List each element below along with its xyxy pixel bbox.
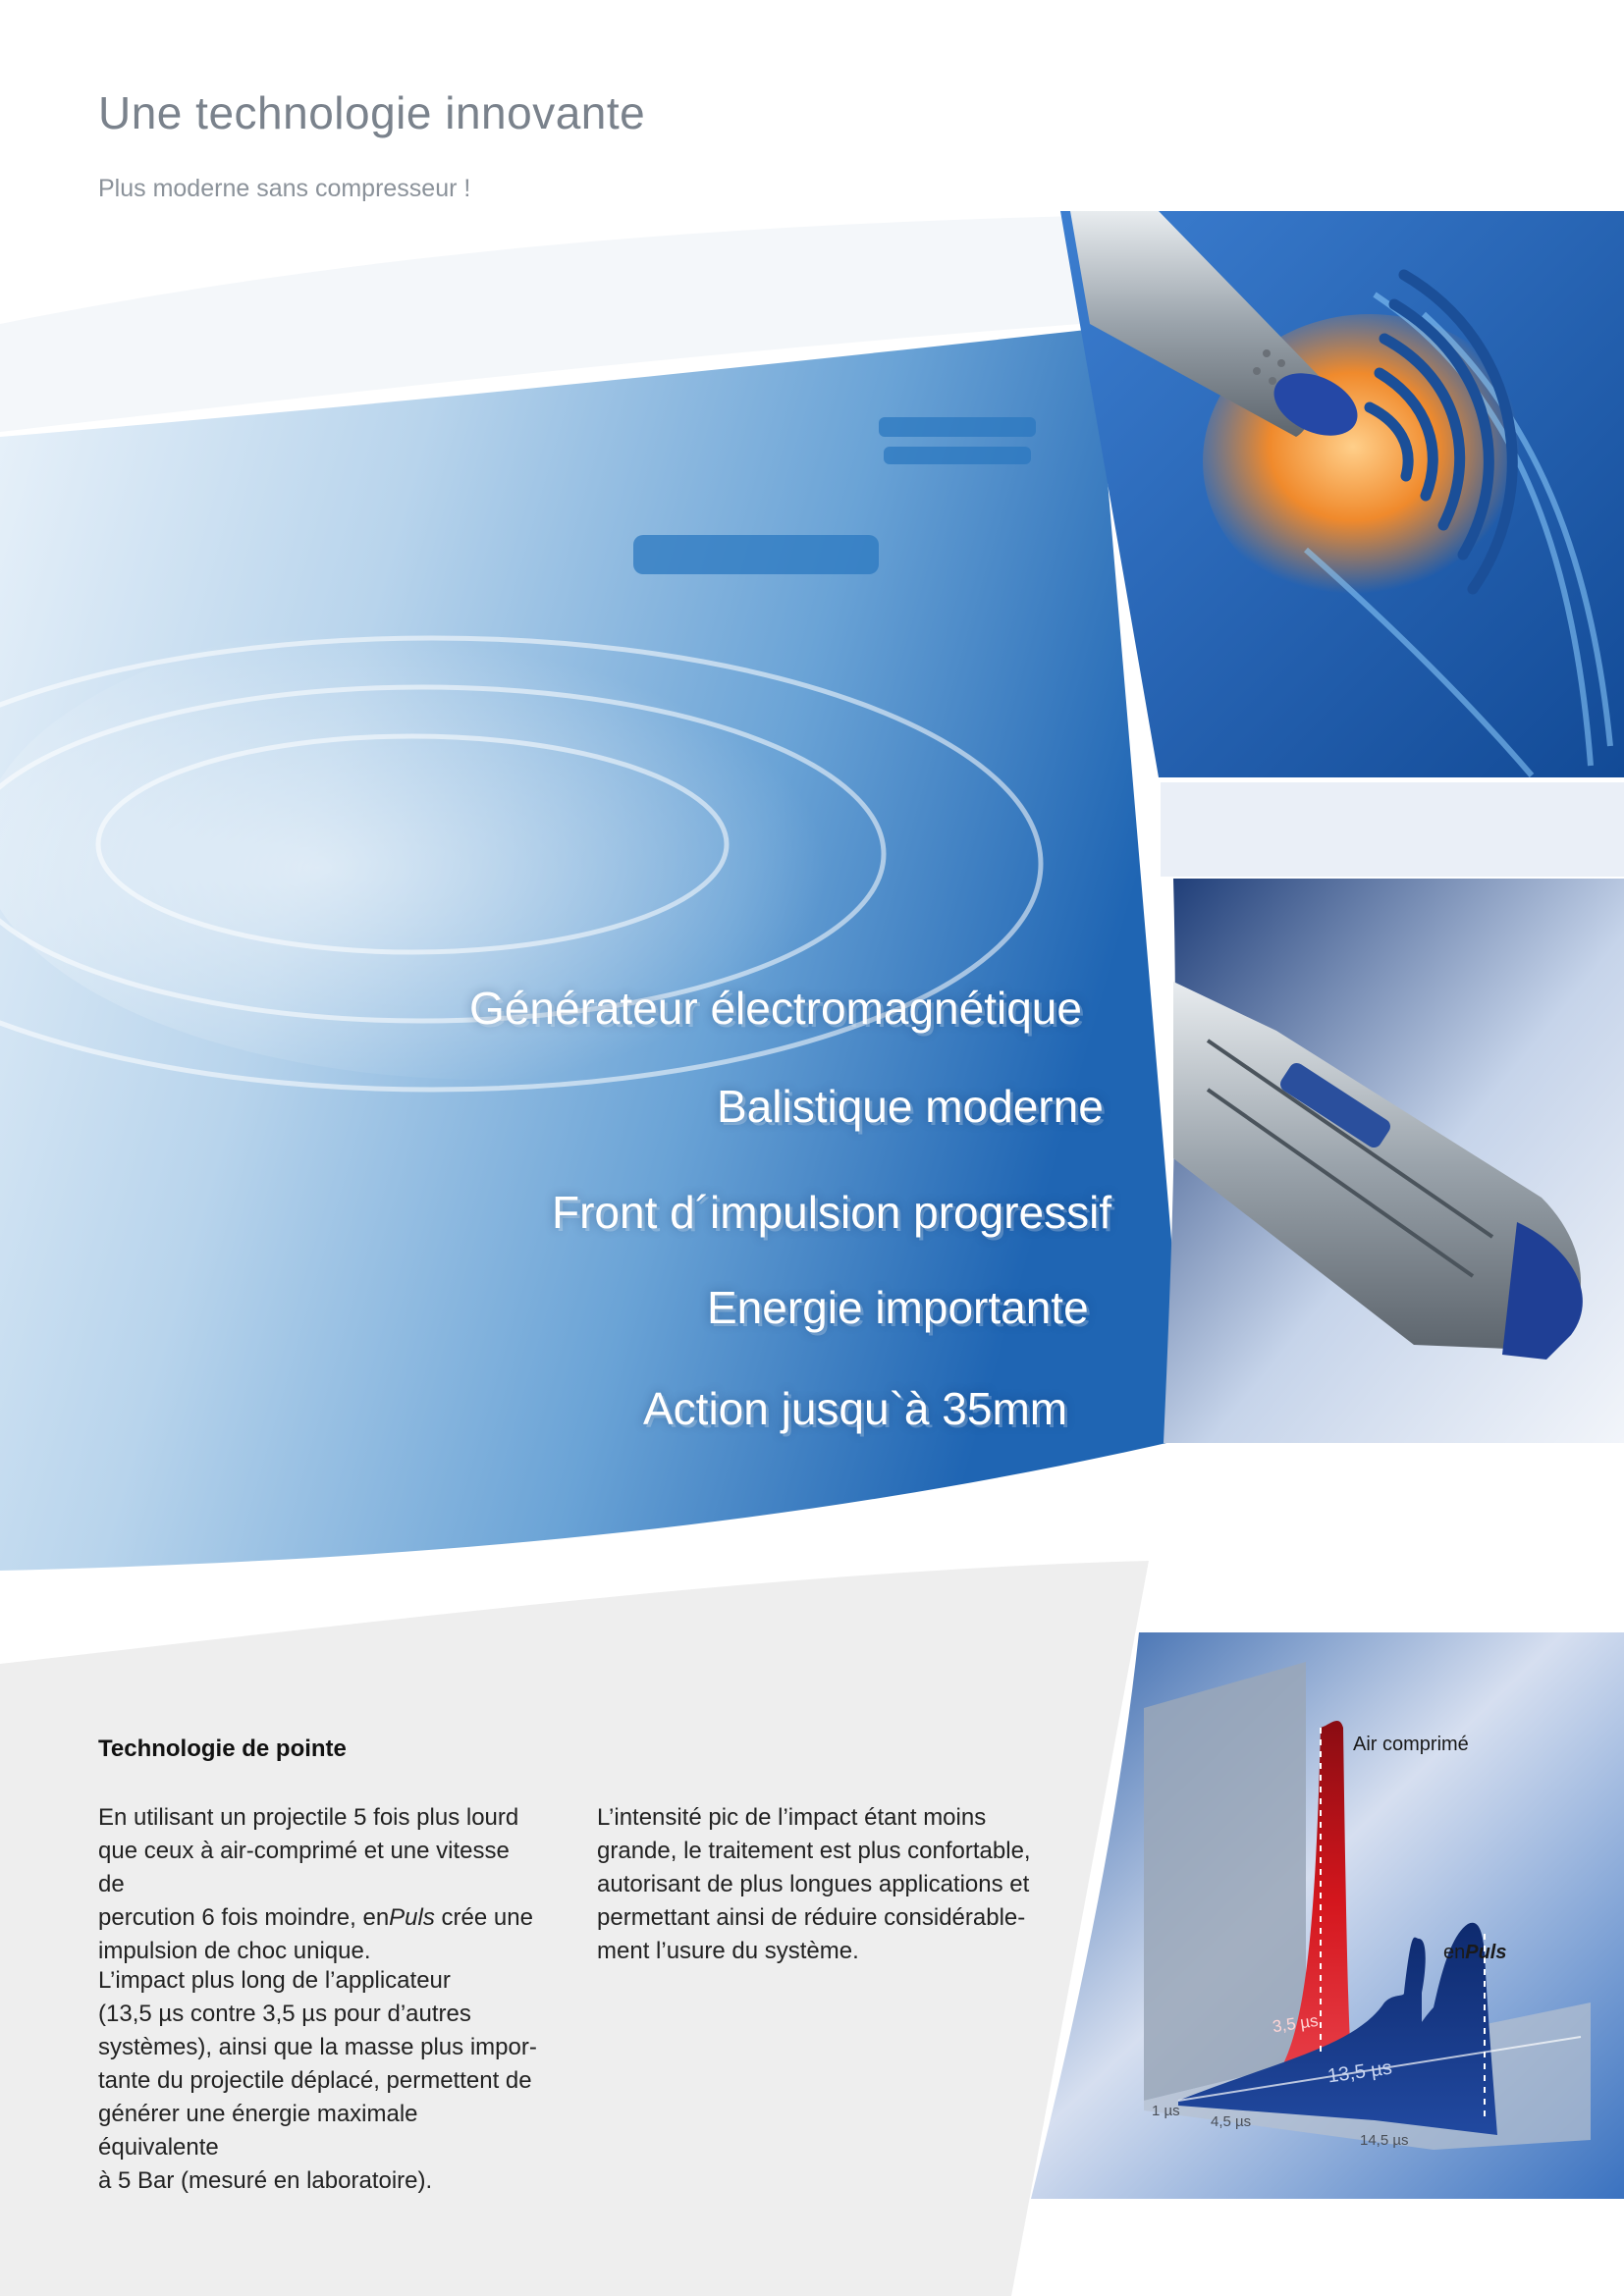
- feature-impulse-front: Front d´impulsion progressif: [552, 1187, 1112, 1238]
- legend-enpuls-prefix: en: [1443, 1942, 1466, 1963]
- air-duration-label: 3,5 µs: [1271, 2010, 1320, 2037]
- info-col1-para1-text-a: En utilisant un projectile 5 fois plus lourd que ceux à air-comprimé et une vitesse de percution 6 fois moindre, en: [98, 1804, 519, 1931]
- handpiece-image: [1161, 782, 1624, 1443]
- feature-ballistic: Balistique moderne: [717, 1081, 1104, 1132]
- enpuls-duration-label: 13,5 µs: [1326, 2056, 1394, 2088]
- x-tick-2: 4,5 µs: [1211, 2113, 1252, 2130]
- legend-enpuls-emph: Puls: [1465, 1942, 1507, 1963]
- info-col1-para1: [98, 1801, 540, 1968]
- shoulder-image: [1060, 211, 1624, 777]
- feature-generator: Générateur électromagnétique: [469, 983, 1082, 1034]
- x-tick-3: 14,5 µs: [1360, 2132, 1409, 2149]
- legend-air-comprime: Air comprimé: [1353, 1734, 1469, 1755]
- feature-depth: Action jusqu`à 35mm: [643, 1383, 1068, 1434]
- feature-energy: Energie importante: [707, 1282, 1089, 1333]
- info-col2-para1: L’intensité pic de l’impact étant moins grande, le traitement est plus confortable, autorisant de plus longues applications et permettant ainsi de réduire considérable- ment l’usure du système.: [597, 1804, 1031, 1964]
- page-subtitle: Plus moderne sans compresseur !: [98, 175, 471, 202]
- page-title: Une technologie innovante: [98, 87, 646, 138]
- x-tick-1: 1 µs: [1152, 2103, 1180, 2119]
- legend-enpuls: [1443, 1942, 1507, 1964]
- info-col1-para2: L’impact plus long de l’applicateur (13,5 µs contre 3,5 µs pour d’autres systèmes), ainsi que la masse plus impor- tante du projectile déplacé, permettent de générer une énergie maximale équivalente à 5 Bar (mesuré en laboratoire).: [98, 1967, 537, 2194]
- brand-name: Puls: [389, 1904, 435, 1931]
- info-col1-para1-text-b: crée une impulsion de choc unique.: [98, 1904, 533, 1964]
- section-title: Technologie de pointe: [98, 1735, 347, 1762]
